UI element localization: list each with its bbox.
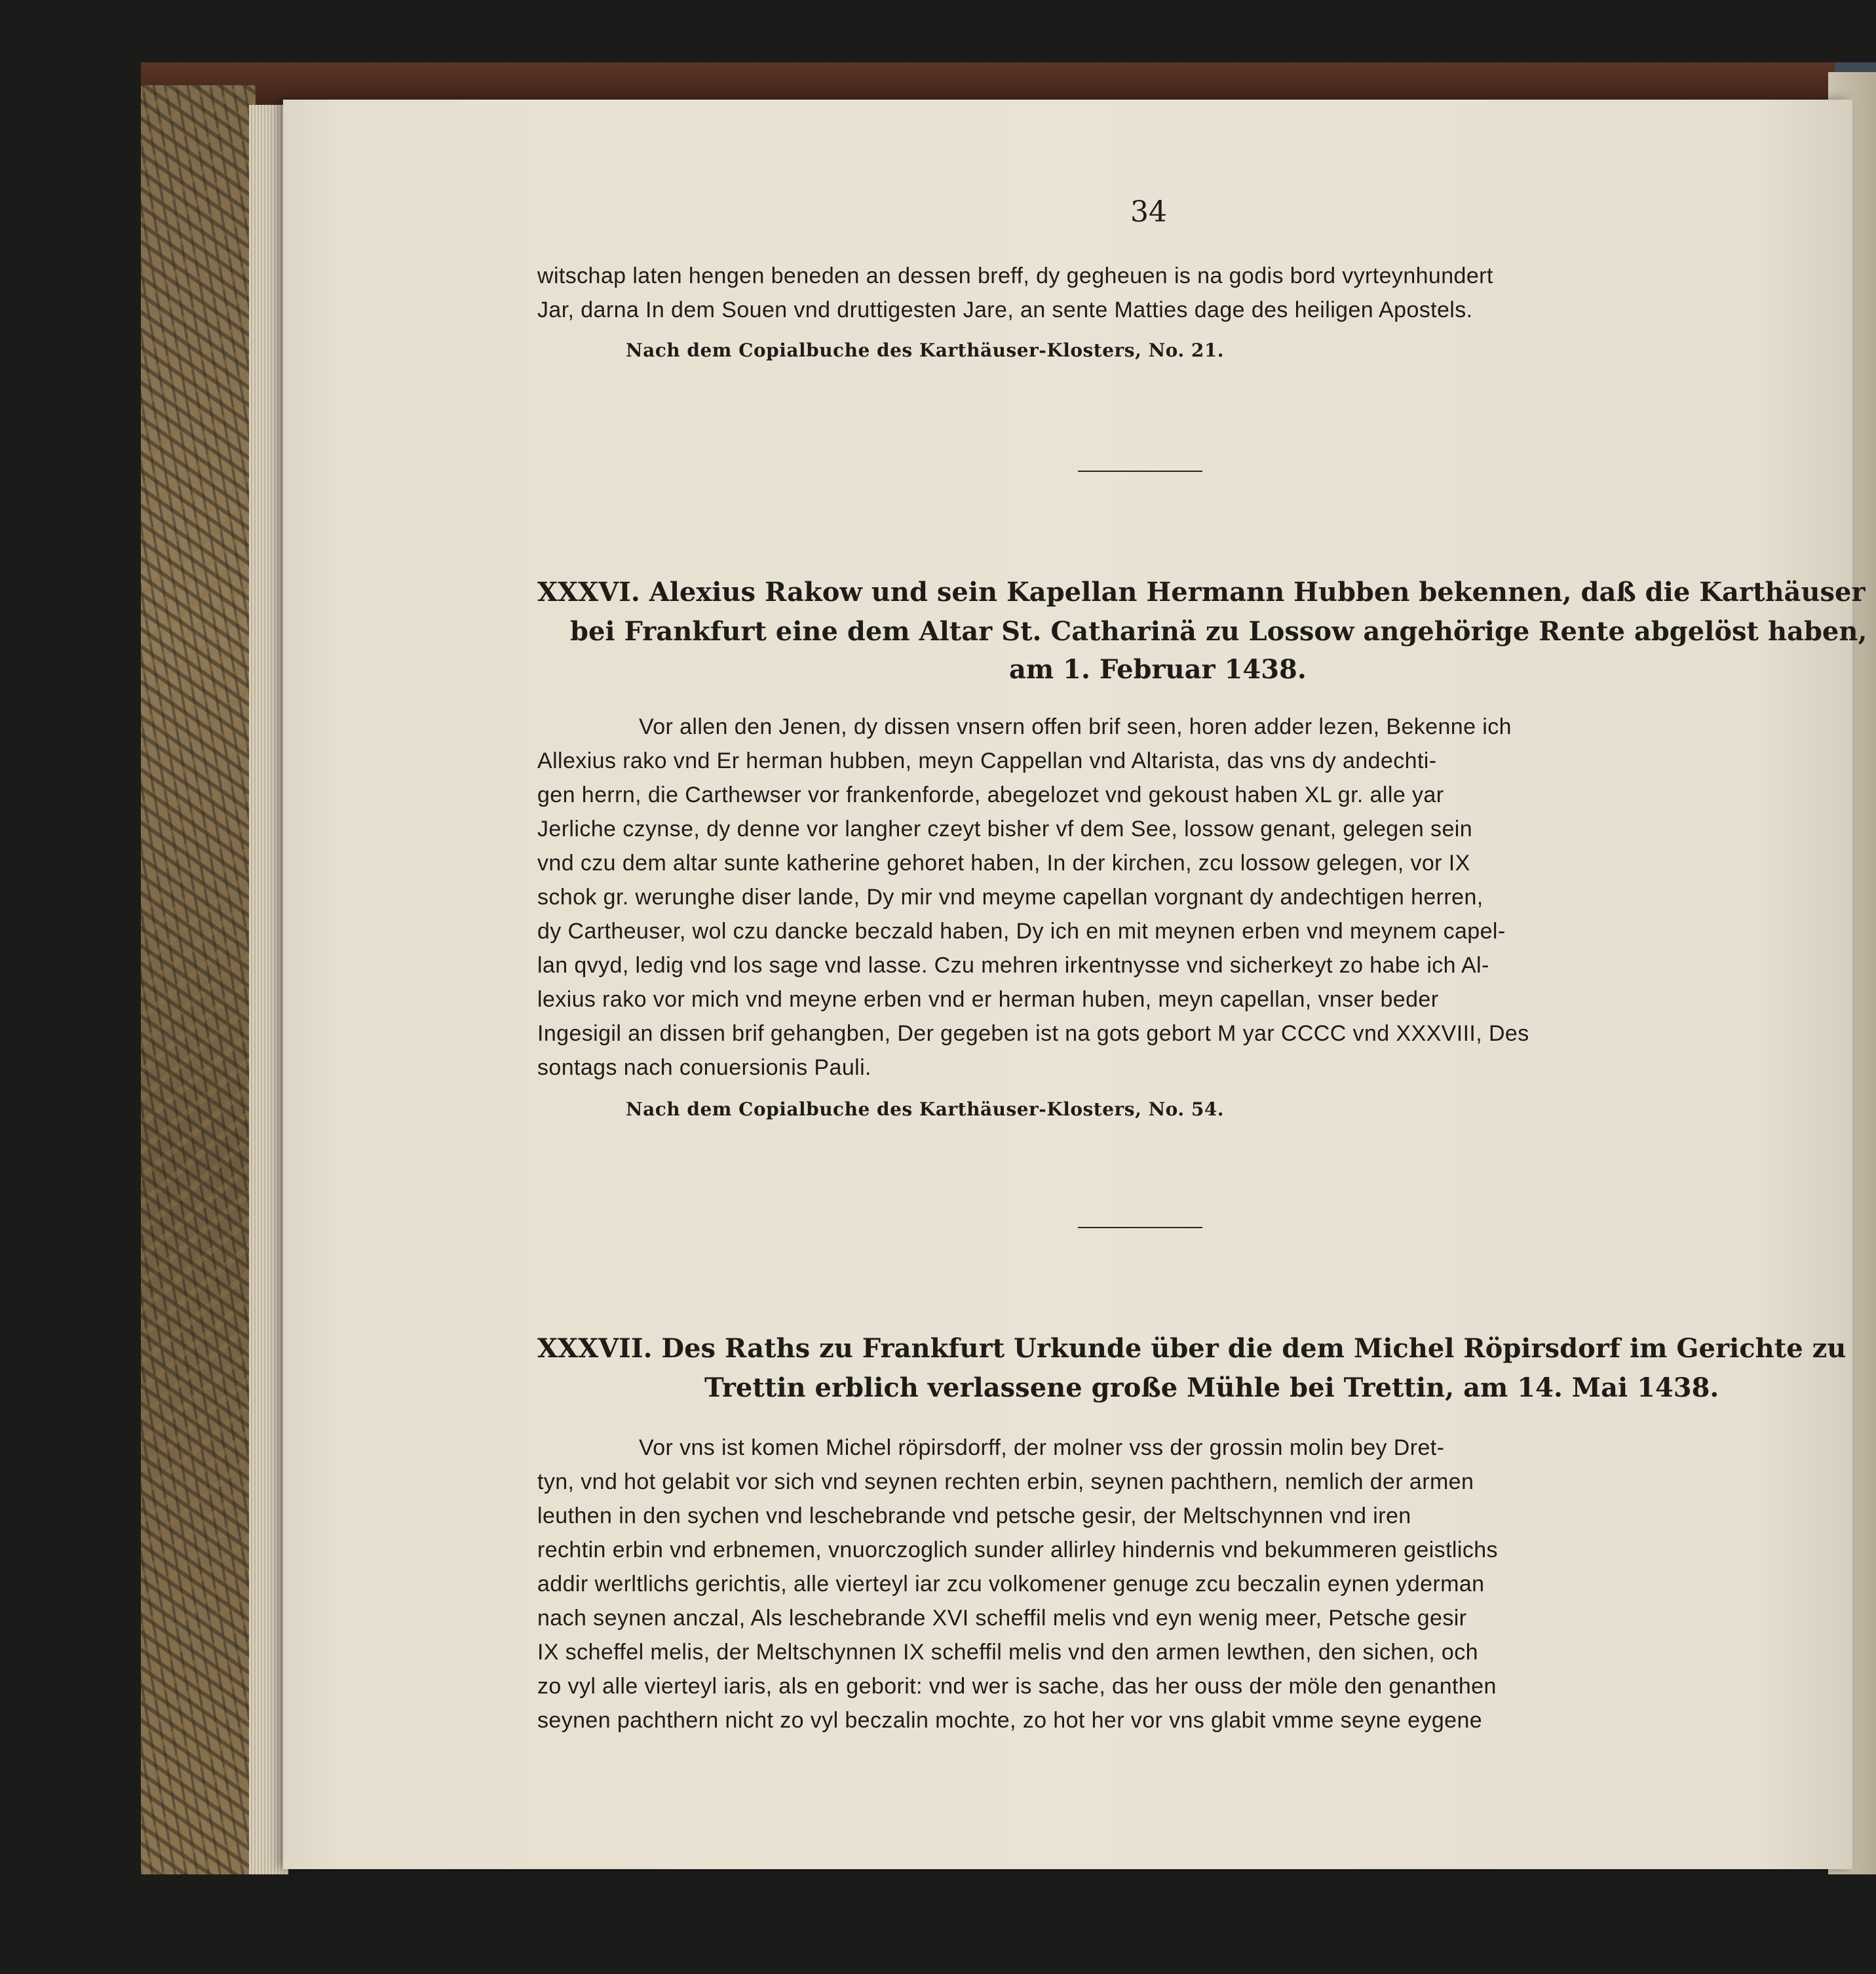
body-line: Vor vns ist komen Michel röpirsdorff, der molner vss der grossin molin bey Dret- (639, 1435, 1445, 1460)
section-heading: XXXVI. Alexius Rakow und sein Kapellan Hermann Hubben bekennen, daß die Karthäuser (537, 577, 1866, 608)
section-heading: XXXVII. Des Raths zu Frankfurt Urkunde über die dem Michel Röpirsdorf im Gerichte zu (537, 1333, 1847, 1364)
source-note: Nach dem Copialbuche des Karthäuser-Klosters, No. 54. (626, 1098, 1225, 1120)
body-line: rechtin erbin vnd erbnemen, vnuorczoglich sunder allirley hindernis vnd bekummeren geistlichs (537, 1538, 1498, 1562)
body-line: addir werltlichs gerichtis, alle vierteyl iar zcu volkomener genuge zcu beczalin eynen yderman (537, 1572, 1485, 1597)
body-line: vnd czu dem altar sunte katherine gehoret haben, In der kirchen, zcu lossow gelegen, vor IX (537, 851, 1470, 876)
section-heading: bei Frankfurt eine dem Altar St. Catharinä zu Lossow angehörige Rente abgelöst haben, (570, 616, 1867, 647)
body-line: lan qvyd, ledig vnd los sage vnd lasse. Czu mehren irkentnysse vnd sicherkeyt zo habe ich Al- (537, 953, 1489, 978)
body-line: lexius rako vor mich vnd meyne erben vnd er herman huben, meyn capellan, vnser beder (537, 987, 1439, 1012)
body-line: witschap laten hengen beneden an dessen breff, dy gegheuen is na godis bord vyrteynhundert (537, 263, 1493, 288)
section-divider (1078, 1227, 1202, 1228)
marbled-endpaper (141, 85, 256, 1881)
section-divider (1078, 471, 1202, 472)
body-line: Vor allen den Jenen, dy dissen vnsern offen brif seen, horen adder lezen, Bekenne ich (639, 714, 1512, 739)
page-stack-edges (249, 105, 288, 1874)
body-line: schok gr. werunghe diser lande, Dy mir vnd meyme capellan vorgnant dy andechtigen herren, (537, 885, 1484, 910)
section-heading: am 1. Februar 1438. (1009, 654, 1307, 685)
body-line: leuthen in den sychen vnd leschebrande vnd petsche gesir, der Meltschynnen vnd iren (537, 1503, 1411, 1528)
background-surface (141, 1874, 1876, 1974)
body-line: Jar, darna In dem Souen vnd druttigesten Jare, an sente Matties dage des heiligen Apostels. (537, 298, 1473, 322)
page-number: 34 (1130, 195, 1167, 229)
section-heading: Trettin erblich verlassene große Mühle bei Trettin, am 14. Mai 1438. (704, 1372, 1719, 1403)
body-line: Allexius rako vnd Er herman hubben, meyn Cappellan vnd Altarista, das vns dy andechti- (537, 748, 1437, 773)
body-line: IX scheffel melis, der Meltschynnen IX scheffil melis vnd den armen lewthen, den sichen, och (537, 1640, 1478, 1665)
body-line: dy Cartheuser, wol czu dancke beczald haben, Dy ich en mit meynen erben vnd meynem capel- (537, 919, 1506, 944)
book-page (283, 100, 1852, 1869)
body-line: zo vyl alle vierteyl iaris, als en geborit: vnd wer is sache, das her ouss der möle den genanthen (537, 1674, 1497, 1699)
body-line: gen herrn, die Carthewser vor frankenforde, abegelozet vnd gekoust haben XL gr. alle yar (537, 783, 1444, 807)
body-line: Ingesigil an dissen brif gehangben, Der gegeben ist na gots gebort M yar CCCC vnd XXXVIII, Des (537, 1021, 1529, 1046)
body-line: tyn, vnd hot gelabit vor sich vnd seynen rechten erbin, seynen pachthern, nemlich der armen (537, 1469, 1474, 1494)
body-line: seynen pachthern nicht zo vyl beczalin mochte, zo hot her vor vns glabit vmme seyne eygene (537, 1708, 1483, 1733)
body-line: sontags nach conuersionis Pauli. (537, 1055, 871, 1080)
source-note: Nach dem Copialbuche des Karthäuser-Klosters, No. 21. (626, 339, 1225, 361)
body-line: nach seynen anczal, Als leschebrande XVI scheffil melis vnd eyn wenig meer, Petsche gesir (537, 1606, 1467, 1631)
body-line: Jerliche czynse, dy denne vor langher czeyt bisher vf dem See, lossow genant, gelegen sein (537, 817, 1473, 842)
